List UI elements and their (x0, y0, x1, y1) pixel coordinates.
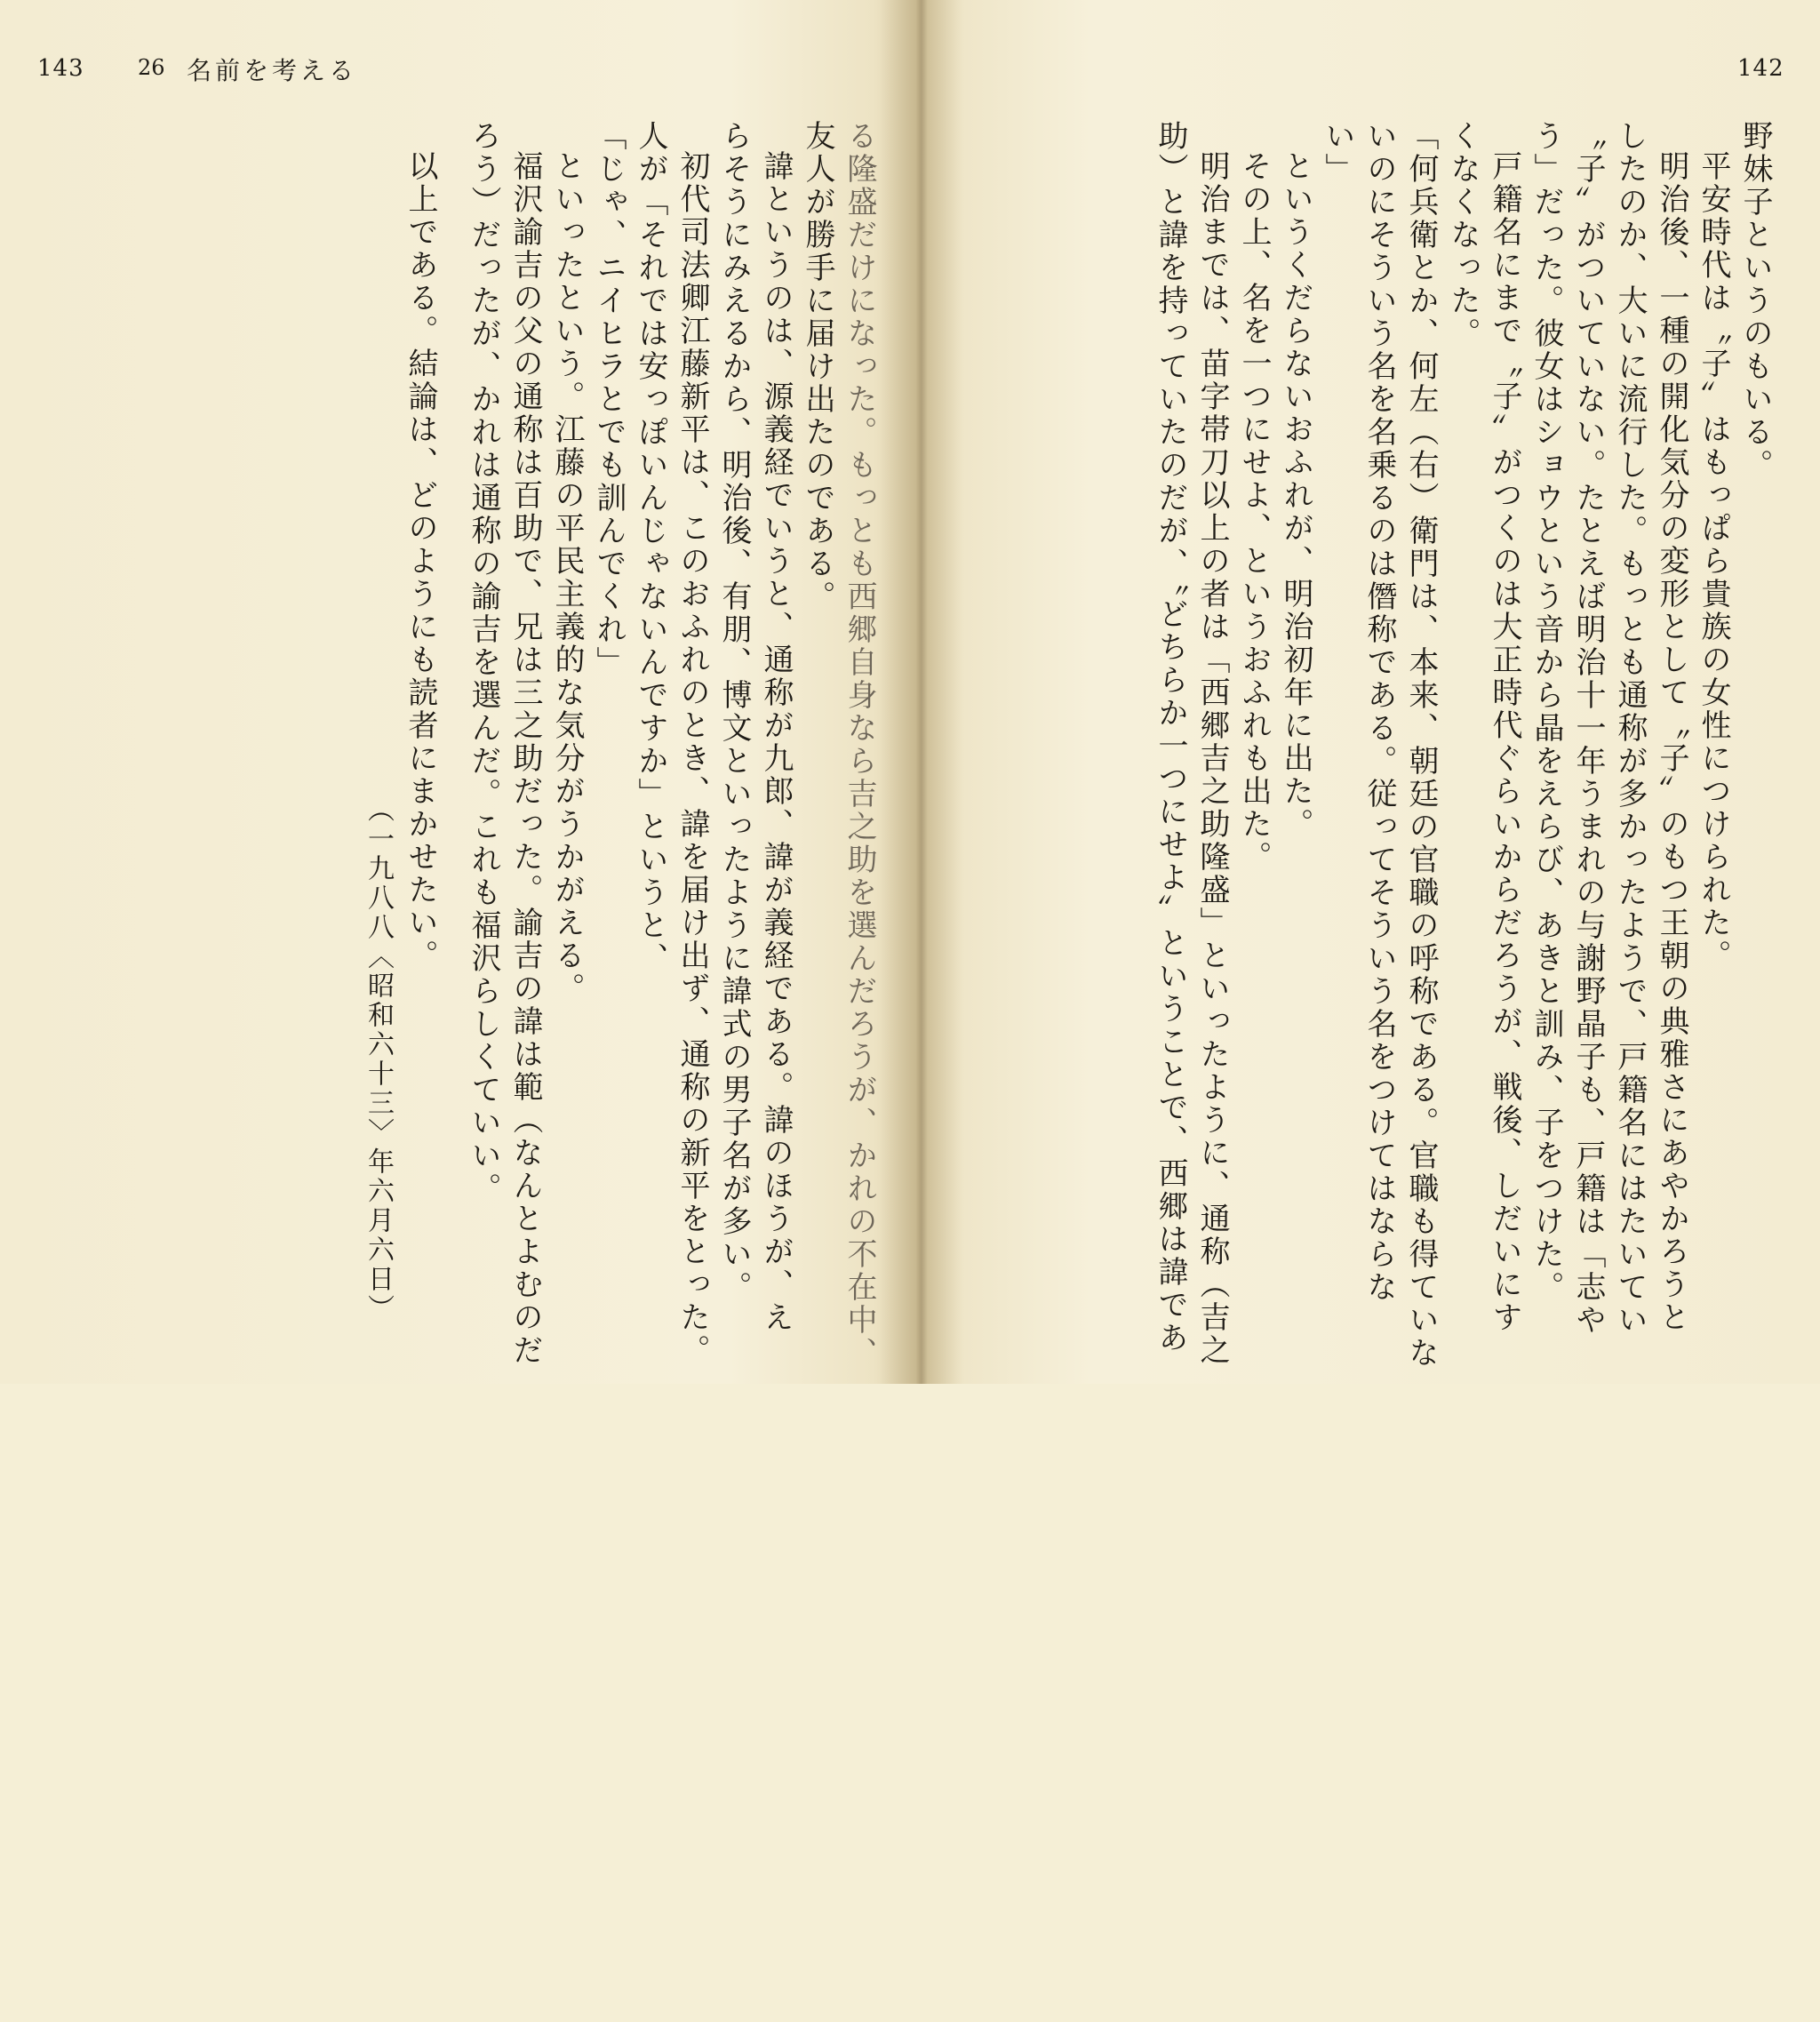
column-spacer (441, 120, 462, 1347)
left-page (0, 0, 906, 1384)
text-column: というくだらないおふれが、明治初年に出た。 (1278, 150, 1313, 841)
text-column: う」だった。彼女はショウという音から晶をえらび、あきと訓み、子をつけた。 (1529, 120, 1564, 1304)
text-column: 明治後、一種の開化気分の変形として〝子〟のもつ王朝の典雅さにあやかろうと (1654, 150, 1689, 1334)
text-column: したのか、大いに流行した。もっとも通称が多かったようで、戸籍名にはたいてい (1612, 120, 1648, 1337)
text-column: くなくなった。 (1445, 120, 1481, 350)
text-column: 以上である。結論は、どのようにも読者にまかせたい。 (403, 150, 438, 972)
text-column: らそうにみえるから、明治後、有朋、博文といったように諱式の男子名が多い。 (716, 120, 752, 1304)
left-page-text (36, 120, 880, 1370)
text-column: 〝子〟がついていない。たとえば明治十一年うまれの与謝野晶子も、戸籍は「志や (1570, 120, 1606, 1337)
text-column: 初代司法卿江藤新平は、このおふれのとき、諱を届け出ず、通称の新平をとった。 (675, 150, 710, 1367)
text-column: 人が「それでは安っぽいんじゃないんですか」というと、 (633, 120, 668, 975)
text-column: 野妹子というのもいる。 (1737, 120, 1773, 482)
text-column: る隆盛だけになった。もっとも西郷自身なら吉之助を選んだろうが、かれの不在中、 (842, 120, 877, 1370)
right-page-text (940, 120, 1776, 1370)
text-column: 「何兵衛とか、何左（右）衛門は、本来、朝廷の官職の呼称である。官職も得ていな (1403, 120, 1439, 1370)
text-column: 友人が勝手に届け出たのである。 (800, 120, 835, 613)
text-column: 平安時代は〝子〟はもっぱら貴族の女性につけられた。 (1696, 150, 1731, 972)
text-column: 助）と諱を持っていたのだが、〝どちらか一つにせよ〟ということで、西郷は諱であ (1153, 120, 1188, 1355)
text-column: 明治までは、苗字帯刀以上の者は「西郷吉之助隆盛」といったように、通称（吉之 (1194, 150, 1230, 1367)
page-number-left: 143 (37, 55, 84, 82)
text-column: 戸籍名にまで〝子〟がつくのは大正時代ぐらいからだろうが、戦後、しだいにす (1487, 150, 1522, 1334)
text-column: その上、名を一つにせよ、というおふれも出た。 (1236, 150, 1272, 874)
page-number-right: 142 (1737, 55, 1784, 82)
date-line: （一九八八〈昭和六十三〉年六月六日） (363, 795, 394, 1323)
text-column: 「じゃ、ニイヒラとでも訓んでくれ」 (591, 120, 627, 679)
text-column: 諱というのは、源義経でいうと、通称が九郎、諱が義経である。諱のほうが、え (758, 150, 794, 1334)
text-column: ろう）だったが、かれは通称の諭吉を選んだ。これも福沢らしくていい。 (466, 120, 501, 1205)
text-column: といったという。江藤の平民主義的な気分がうかがえる。 (549, 150, 585, 1005)
text-column: 福沢諭吉の父の通称は百助で、兄は三之助だった。諭吉の諱は範（なんとよむのだ (507, 150, 543, 1367)
text-column: いのにそういう名を名乗るのは僭称である。従ってそういう名をつけてはならな (1361, 120, 1397, 1304)
chapter-title: 名前を考える (187, 56, 358, 85)
text-column: い」 (1320, 120, 1355, 186)
right-page (924, 0, 1820, 1384)
chapter-number: 26 (138, 55, 165, 80)
